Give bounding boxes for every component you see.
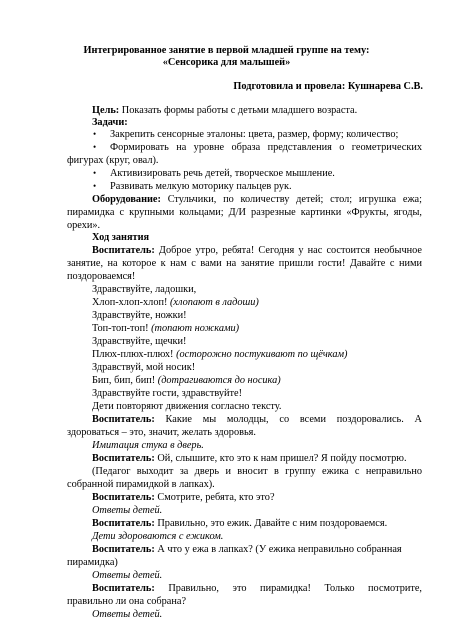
paragraph-line: (Педагог выходит за дверь и вносит в группу ежика с неправильно bbox=[92, 466, 422, 477]
poem-line bbox=[92, 361, 195, 374]
teacher-line bbox=[92, 491, 275, 504]
children-answer: Ответы детей. bbox=[92, 505, 163, 516]
children-answer: Ответы детей. bbox=[92, 609, 163, 620]
poem-text: Хлоп-хлоп-хлоп! bbox=[92, 297, 170, 308]
poem-stage-direction: (хлопают в ладоши) bbox=[170, 297, 259, 308]
paragraph-line: пирамидка) bbox=[67, 557, 118, 568]
bullet-icon: • bbox=[93, 142, 97, 152]
poem-stage-direction: (осторожно постукивают по щёчкам) bbox=[176, 349, 348, 360]
poem-stage-direction: (топают ножками) bbox=[151, 323, 240, 334]
stage-direction: Имитация стука в дверь. bbox=[92, 440, 204, 451]
goal-text: Показать формы работы с детьми младшего возраста. bbox=[119, 105, 358, 116]
goal-line bbox=[92, 104, 357, 117]
bullet-icon: • bbox=[93, 129, 97, 139]
equipment-line bbox=[92, 193, 422, 206]
poem-line bbox=[92, 348, 347, 361]
teacher-text: Правильно, это ежик. Давайте с ним поздороваемся. bbox=[154, 518, 388, 529]
poem-text: Топ-топ-топ! bbox=[92, 323, 152, 334]
equipment-line: орехи». bbox=[67, 220, 101, 231]
equipment-text: Стульчики, по количеству детей; стол; игрушка ежа; bbox=[160, 194, 422, 205]
bullet-icon: • bbox=[93, 168, 97, 178]
task-item: Формировать на уровне образа представления о геометрических bbox=[110, 142, 422, 153]
paragraph-line: правильно ли она собрана? bbox=[67, 596, 187, 607]
tasks-heading: Задачи: bbox=[92, 117, 128, 128]
bullet-icon: • bbox=[93, 181, 97, 191]
teacher-line bbox=[92, 452, 407, 465]
task-item: Развивать мелкую моторику пальцев рук. bbox=[110, 181, 292, 192]
teacher-line bbox=[92, 517, 387, 530]
goal-label: Цель: bbox=[92, 105, 120, 116]
poem-line bbox=[92, 322, 239, 335]
author-line: Подготовила и провела: Кушнарева С.В. bbox=[233, 81, 423, 92]
paragraph-line: поздороваемся! bbox=[67, 271, 136, 282]
poem-text: Здравствуйте гости, здравствуйте! bbox=[92, 388, 243, 399]
equipment-line: пирамидка с крупными кольцами; Д/И разрезные картинки «Фрукты, ягоды, bbox=[67, 207, 422, 218]
poem-text: Здравствуйте, ножки! bbox=[92, 310, 187, 321]
teacher-label: Воспитатель: bbox=[92, 245, 155, 256]
teacher-text: Доброе утро, ребята! Сегодня у нас состоится необычное bbox=[154, 245, 422, 256]
task-item-continued: фигурах (круг, овал). bbox=[67, 155, 159, 166]
teacher-text: Ой, слышите, кто это к нам пришел? Я пойду посмотрю. bbox=[154, 453, 407, 464]
teacher-text: А что у ежа в лапках? (У ежика неправильно собранная bbox=[154, 544, 402, 555]
task-item: Активизировать речь детей, творческое мышление. bbox=[110, 168, 335, 179]
teacher-line bbox=[92, 543, 402, 556]
paragraph-line: Дети повторяют движения согласно тексту. bbox=[92, 401, 282, 412]
poem-text: Здравствуйте, ладошки, bbox=[92, 284, 197, 295]
teacher-label: Воспитатель: bbox=[92, 492, 155, 503]
title-line-1: Интегрированное занятие в первой младшей группе на тему: bbox=[83, 45, 370, 56]
poem-line bbox=[92, 335, 186, 348]
stage-direction: Дети здороваются с ежиком. bbox=[92, 531, 224, 542]
poem-text: Здравствуй, мой носик! bbox=[92, 362, 196, 373]
paragraph-line: здороваться – это, значит, желать здоровья. bbox=[67, 427, 256, 438]
teacher-label: Воспитатель: bbox=[92, 544, 155, 555]
teacher-line bbox=[92, 582, 422, 595]
teacher-line bbox=[92, 413, 422, 426]
teacher-label: Воспитатель: bbox=[92, 453, 155, 464]
poem-line bbox=[92, 309, 187, 322]
teacher-text: Смотрите, ребята, кто это? bbox=[154, 492, 275, 503]
children-answer: Ответы детей. bbox=[92, 570, 163, 581]
teacher-text: Какие мы молодцы, со всеми поздоровались. А bbox=[154, 414, 422, 425]
teacher-label: Воспитатель: bbox=[92, 518, 155, 529]
poem-line bbox=[92, 374, 281, 387]
poem-line bbox=[92, 387, 242, 400]
teacher-label: Воспитатель: bbox=[92, 583, 155, 594]
poem-stage-direction: (дотрагиваются до носика) bbox=[157, 375, 281, 386]
paragraph-line: собранной пирамидкой в лапках). bbox=[67, 479, 215, 490]
poem-line bbox=[92, 283, 196, 296]
poem-text: Бип, бип, бип! bbox=[92, 375, 158, 386]
teacher-label: Воспитатель: bbox=[92, 414, 155, 425]
equipment-label: Оборудование: bbox=[92, 194, 161, 205]
paragraph-line: занятие, на которое к нам с вами на занятие пришли гости! Давайте с ними bbox=[67, 258, 422, 269]
poem-line bbox=[92, 296, 259, 309]
lesson-heading: Ход занятия bbox=[92, 232, 150, 243]
teacher-line bbox=[92, 244, 422, 257]
title-line-2: «Сенсорика для малышей» bbox=[162, 57, 291, 68]
task-item: Закрепить сенсорные эталоны: цвета, размер, форму; количество; bbox=[110, 129, 399, 140]
poem-text: Здравствуйте, щечки! bbox=[92, 336, 187, 347]
teacher-text: Правильно, это пирамидка! Только посмотрите, bbox=[154, 583, 422, 594]
poem-text: Плюх-плюх-плюх! bbox=[92, 349, 177, 360]
